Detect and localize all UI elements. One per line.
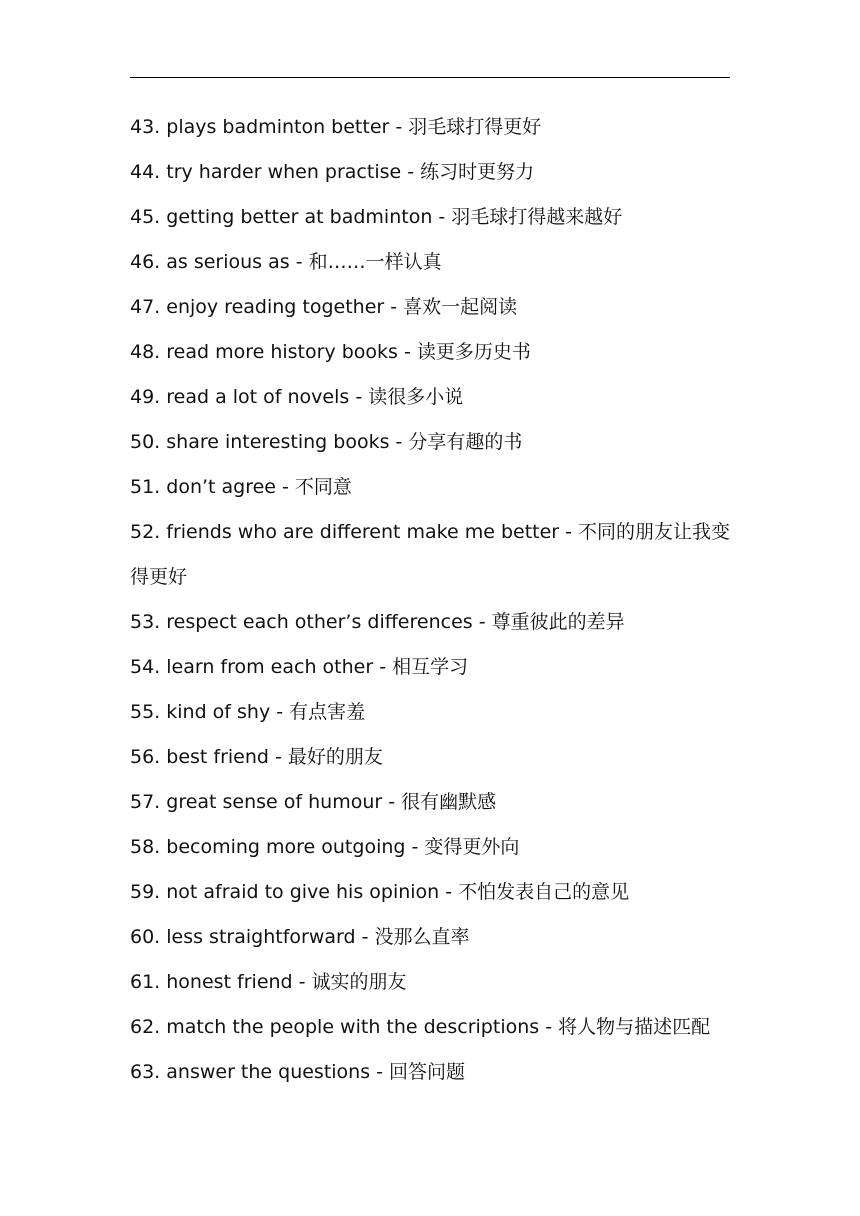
list-item [130,420,740,465]
list-item [130,915,740,960]
entry-text: 44. try harder when practise - 练习时更努力 [130,161,535,183]
list-item [130,510,740,600]
list-item [130,1050,740,1095]
list-item [130,465,740,510]
list-item [130,285,740,330]
entry-text: 52. friends who are different make me better - 不同的朋友让我变得更好 [130,521,731,588]
list-item [130,735,740,780]
list-item [130,690,740,735]
list-item [130,600,740,645]
list-item [130,870,740,915]
list-item [130,330,740,375]
entry-text: 62. match the people with the descriptions - 将人物与描述匹配 [130,1016,711,1038]
list-item [130,825,740,870]
entry-text: 54. learn from each other - 相互学习 [130,656,469,678]
list-item [130,240,740,285]
entry-text: 61. honest friend - 诚实的朋友 [130,971,407,993]
entry-text: 45. getting better at badminton - 羽毛球打得越来越好 [130,206,623,228]
list-item [130,195,740,240]
entry-text: 50. share interesting books - 分享有趣的书 [130,431,523,453]
list-item [130,645,740,690]
entry-text: 46. as serious as - 和……一样认真 [130,251,442,273]
list-item [130,780,740,825]
list-item [130,375,740,420]
list-item [130,960,740,1005]
entry-text: 43. plays badminton better - 羽毛球打得更好 [130,116,542,138]
entry-text: 47. enjoy reading together - 喜欢一起阅读 [130,296,518,318]
entry-text: 53. respect each other’s differences - 尊重彼此的差异 [130,611,625,633]
entry-text: 56. best friend - 最好的朋友 [130,746,383,768]
entry-text: 63. answer the questions - 回答问题 [130,1061,466,1083]
list-item [130,105,740,150]
list-item [130,150,740,195]
entry-text: 55. kind of shy - 有点害羞 [130,701,366,723]
entry-text: 51. don’t agree - 不同意 [130,476,352,498]
entry-text: 58. becoming more outgoing - 变得更外向 [130,836,520,858]
entry-text: 60. less straightforward - 没那么直率 [130,926,470,948]
entry-text: 59. not afraid to give his opinion - 不怕发表自己的意见 [130,881,630,903]
entry-text: 48. read more history books - 读更多历史书 [130,341,531,363]
entry-text: 49. read a lot of novels - 读很多小说 [130,386,464,408]
list-item [130,1005,740,1050]
entry-text: 57. great sense of humour - 很有幽默感 [130,791,497,813]
vocabulary-list [130,105,740,1095]
header-rule [130,77,730,78]
